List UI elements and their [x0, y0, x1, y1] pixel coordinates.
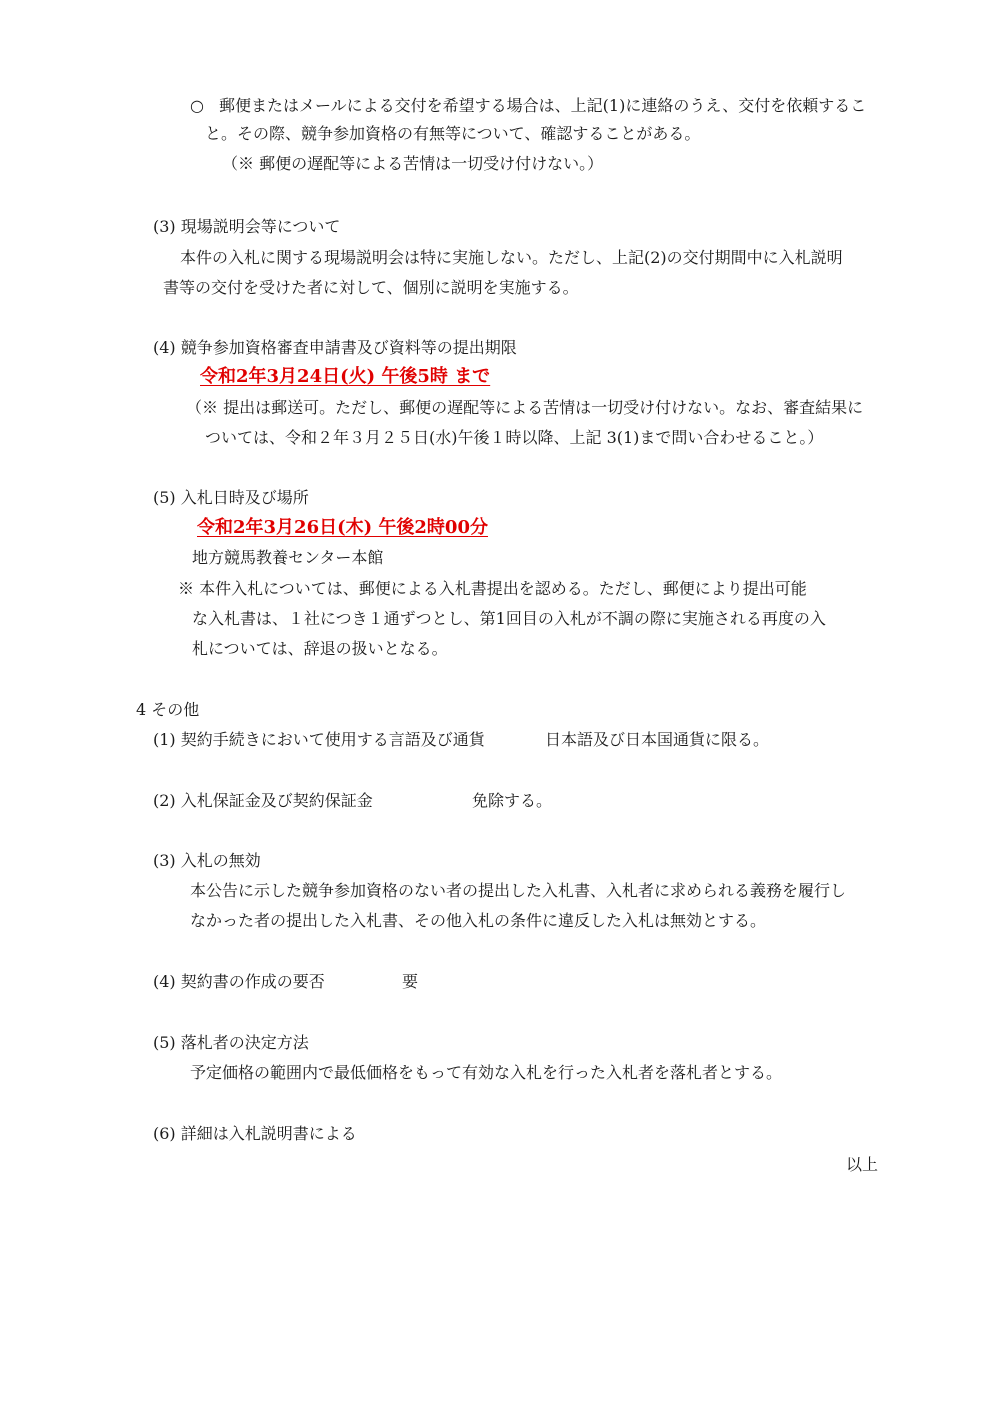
- item2-label: (2) 入札保証金及び契約保証金: [153, 791, 373, 810]
- item6-label: (6) 詳細は入札説明書による: [153, 1124, 357, 1143]
- bid-note-line1: ※ 本件入札については、郵便による入札書提出を認める。ただし、郵便により提出可能: [178, 579, 807, 598]
- delivery-note: （※ 郵便の遅配等による苦情は一切受け付けない。）: [222, 154, 604, 173]
- delivery-text-line1: 郵便またはメールによる交付を希望する場合は、上記(1)に連絡のうえ、交付を依頼するこ: [219, 96, 867, 115]
- site-briefing-body-line1: 本件の入札に関する現場説明会は特に実施しない。ただし、上記(2)の交付期間中に入札説明: [180, 248, 843, 267]
- item3-line2: なかった者の提出した入札書、その他入札の条件に違反した入札は無効とする。: [190, 911, 767, 930]
- site-briefing-heading: (3) 現場説明会等について: [153, 217, 341, 236]
- submission-deadline-date: 令和2年3月24日(火) 午後5時 まで: [200, 366, 491, 387]
- item2-value: 免除する。: [472, 791, 553, 810]
- delivery-text-line2: と。その際、競争参加資格の有無等について、確認することがある。: [205, 124, 701, 143]
- item1-label: (1) 契約手続きにおいて使用する言語及び通貨: [153, 730, 485, 749]
- closing-mark: 以上: [846, 1155, 879, 1174]
- submission-deadline-note-line1: （※ 提出は郵送可。ただし、郵便の遅配等による苦情は一切受け付けない。なお、審査結果に: [186, 398, 864, 417]
- item5-line1: 予定価格の範囲内で最低価格をもって有効な入札を行った入札者を落札者とする。: [190, 1063, 783, 1082]
- section4-heading: 4 その他: [136, 700, 200, 719]
- item3-label: (3) 入札の無効: [153, 851, 261, 870]
- bid-note-line3: 札については、辞退の扱いとなる。: [192, 639, 448, 658]
- submission-deadline-heading: (4) 競争参加資格審査申請書及び資料等の提出期限: [153, 338, 517, 357]
- item4-value: 要: [402, 972, 419, 991]
- bid-datetime: 令和2年3月26日(木) 午後2時00分: [197, 517, 488, 538]
- circle-bullet-icon: ○: [190, 96, 204, 115]
- item5-label: (5) 落札者の決定方法: [153, 1033, 309, 1052]
- delivery-bullet: [190, 96, 204, 116]
- item3-line1: 本公告に示した競争参加資格のない者の提出した入札書、入札者に求められる義務を履行し: [190, 881, 847, 900]
- submission-deadline-note-line2: ついては、令和２年３月２５日(水)午後１時以降、上記 3(1)まで問い合わせること。）: [205, 428, 824, 447]
- bid-note-line2: な入札書は、１社につき１通ずつとし、第1回目の入札が不調の際に実施される再度の入: [192, 609, 826, 628]
- bid-place: 地方競馬教養センター本館: [192, 548, 384, 567]
- item4-label: (4) 契約書の作成の要否: [153, 972, 325, 991]
- bid-date-heading: (5) 入札日時及び場所: [153, 488, 309, 507]
- item1-value: 日本語及び日本国通貨に限る。: [545, 730, 770, 749]
- site-briefing-body-line2: 書等の交付を受けた者に対して、個別に説明を実施する。: [163, 278, 579, 297]
